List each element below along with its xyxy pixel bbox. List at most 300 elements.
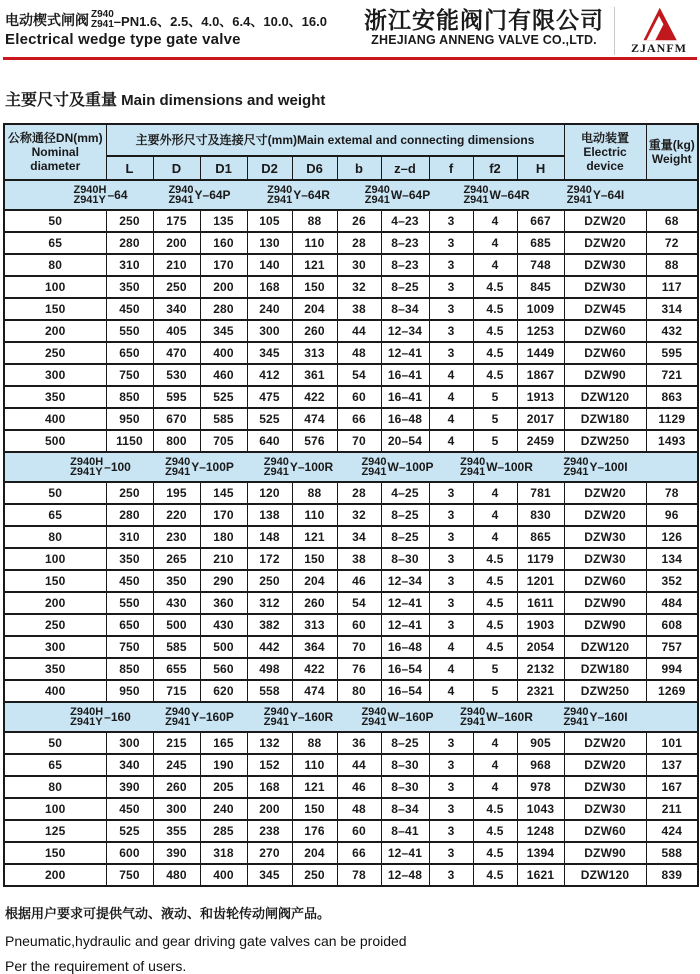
value-cell: 600 (106, 842, 153, 864)
dn-cell: 500 (4, 430, 106, 452)
value-cell: 3 (429, 210, 473, 232)
value-cell: DZW90 (564, 592, 646, 614)
value-cell: DZW120 (564, 636, 646, 658)
table-row (4, 386, 698, 408)
table-row (4, 636, 698, 658)
value-cell: 12–34 (381, 570, 429, 592)
dn-cell: 300 (4, 364, 106, 386)
value-cell: 550 (106, 320, 153, 342)
value-cell: 3 (429, 298, 473, 320)
value-cell: 4 (473, 526, 517, 548)
value-cell: 138 (247, 504, 292, 526)
value-cell: 3 (429, 842, 473, 864)
value-cell: 88 (292, 210, 337, 232)
value-cell: 340 (153, 298, 200, 320)
dn-cell: 400 (4, 680, 106, 702)
value-cell: 350 (106, 276, 153, 298)
value-cell: 200 (200, 276, 247, 298)
col-header-D2: D2 (247, 156, 292, 180)
dn-cell: 150 (4, 570, 106, 592)
col-header-D: D (153, 156, 200, 180)
model-label: Z940 Z941 Y–160P (165, 705, 234, 728)
value-cell: 595 (153, 386, 200, 408)
value-cell: 220 (153, 504, 200, 526)
value-cell: 4 (473, 232, 517, 254)
value-cell: 4.5 (473, 636, 517, 658)
value-cell: 4.5 (473, 842, 517, 864)
value-cell: 1269 (646, 680, 698, 702)
value-cell: 2459 (517, 430, 564, 452)
value-cell: DZW60 (564, 320, 646, 342)
table-row (4, 526, 698, 548)
value-cell: 313 (292, 614, 337, 636)
model-label: Z940H Z941Y –100 (70, 455, 131, 478)
value-cell: 72 (646, 232, 698, 254)
value-cell: 260 (292, 592, 337, 614)
value-cell: 595 (646, 342, 698, 364)
dn-header-zh: 公称通径DN(mm) (7, 131, 103, 145)
table-row (4, 798, 698, 820)
table-row (4, 254, 698, 276)
value-cell: 345 (247, 342, 292, 364)
value-cell: DZW20 (564, 754, 646, 776)
value-cell: 450 (106, 570, 153, 592)
value-cell: 215 (153, 732, 200, 754)
model-label: Z940H Z941Y –64 (73, 183, 128, 206)
value-cell: DZW120 (564, 864, 646, 886)
value-cell: 560 (200, 658, 247, 680)
value-cell: 4.5 (473, 820, 517, 842)
value-cell: 498 (247, 658, 292, 680)
col-header-L: L (106, 156, 153, 180)
value-cell: 525 (247, 408, 292, 430)
value-cell: 474 (292, 408, 337, 430)
value-cell: 1009 (517, 298, 564, 320)
value-cell: 550 (106, 592, 153, 614)
value-cell: 105 (247, 210, 292, 232)
value-cell: 525 (106, 820, 153, 842)
value-cell: 172 (247, 548, 292, 570)
value-cell: DZW30 (564, 798, 646, 820)
value-cell: 3 (429, 820, 473, 842)
dn-cell: 50 (4, 482, 106, 504)
value-cell: 204 (292, 842, 337, 864)
value-cell: DZW250 (564, 680, 646, 702)
value-cell: 46 (337, 776, 381, 798)
value-cell: 4.5 (473, 364, 517, 386)
value-cell: 117 (646, 276, 698, 298)
value-cell: 96 (646, 504, 698, 526)
value-cell: 110 (292, 504, 337, 526)
dn-cell: 100 (4, 798, 106, 820)
value-cell: 3 (429, 504, 473, 526)
value-cell: 135 (200, 210, 247, 232)
value-cell: 585 (200, 408, 247, 430)
value-cell: 250 (106, 210, 153, 232)
value-cell: DZW180 (564, 658, 646, 680)
value-cell: 8–25 (381, 276, 429, 298)
value-cell: DZW90 (564, 842, 646, 864)
value-cell: 4.5 (473, 320, 517, 342)
value-cell: 721 (646, 364, 698, 386)
value-cell: 4.5 (473, 798, 517, 820)
value-cell: DZW20 (564, 504, 646, 526)
value-cell: 20–54 (381, 430, 429, 452)
value-cell: 3 (429, 776, 473, 798)
value-cell: 2132 (517, 658, 564, 680)
value-cell: 240 (200, 798, 247, 820)
header-divider (3, 57, 697, 60)
model-top: Z940 (91, 9, 114, 20)
dn-cell: 150 (4, 842, 106, 864)
value-cell: 4 (473, 504, 517, 526)
model-label: Z940 Z941 Y–64P (168, 183, 231, 206)
value-cell: 4 (473, 732, 517, 754)
value-cell: 3 (429, 592, 473, 614)
page-title-en: Main dimensions and weight (117, 92, 326, 109)
value-cell: 3 (429, 548, 473, 570)
value-cell: 1129 (646, 408, 698, 430)
value-cell: 5 (473, 680, 517, 702)
model-label: Z940 Z941 Y–64R (267, 183, 330, 206)
value-cell: 8–34 (381, 298, 429, 320)
value-cell: 968 (517, 754, 564, 776)
product-name-zh: 电动楔式闸阀 (5, 12, 89, 28)
value-cell: 558 (247, 680, 292, 702)
weight-header-en: Weight (651, 152, 692, 166)
table-row (4, 776, 698, 798)
value-cell: 350 (106, 548, 153, 570)
value-cell: 978 (517, 776, 564, 798)
value-cell: 4 (429, 364, 473, 386)
value-cell: 1253 (517, 320, 564, 342)
section-model-row (4, 702, 698, 732)
value-cell: 170 (200, 254, 247, 276)
value-cell: DZW45 (564, 298, 646, 320)
table-row (4, 298, 698, 320)
value-cell: 4 (473, 776, 517, 798)
value-cell: 830 (517, 504, 564, 526)
dn-cell: 200 (4, 864, 106, 886)
value-cell: 474 (292, 680, 337, 702)
dn-cell: 65 (4, 504, 106, 526)
value-cell: 60 (337, 614, 381, 636)
value-cell: 412 (247, 364, 292, 386)
dn-cell: 250 (4, 342, 106, 364)
value-cell: 310 (106, 254, 153, 276)
dn-cell: 80 (4, 254, 106, 276)
value-cell: 250 (153, 276, 200, 298)
value-cell: 48 (337, 798, 381, 820)
value-cell: 230 (153, 526, 200, 548)
col-header-b: b (337, 156, 381, 180)
value-cell: 650 (106, 614, 153, 636)
model-label: Z940 Z941 W–100R (460, 455, 533, 478)
value-cell: 850 (106, 658, 153, 680)
value-cell: 620 (200, 680, 247, 702)
value-cell: 450 (106, 298, 153, 320)
section-model-row (4, 452, 698, 482)
value-cell: DZW30 (564, 548, 646, 570)
value-cell: 3 (429, 864, 473, 886)
value-cell: DZW30 (564, 526, 646, 548)
dn-cell: 200 (4, 320, 106, 342)
model-label: Z940 Z941 Y–64I (566, 183, 625, 206)
value-cell: 430 (200, 614, 247, 636)
value-cell: 2054 (517, 636, 564, 658)
value-cell: 134 (646, 548, 698, 570)
value-cell: 3 (429, 570, 473, 592)
value-cell: DZW20 (564, 232, 646, 254)
page-title (5, 87, 697, 110)
value-cell: 640 (247, 430, 292, 452)
table-row (4, 658, 698, 680)
col-header-dimensions-span: 主要外形尺寸及连接尺寸(mm)Main extemal and connecting dimensions (106, 124, 564, 156)
dn-cell: 100 (4, 276, 106, 298)
value-cell: 1903 (517, 614, 564, 636)
value-cell: 500 (153, 614, 200, 636)
footer-note-en-2: Per the requirement of users. (5, 958, 187, 974)
value-cell: 3 (429, 232, 473, 254)
value-cell: 4 (429, 636, 473, 658)
value-cell: 70 (337, 636, 381, 658)
value-cell: DZW60 (564, 342, 646, 364)
value-cell: 4 (473, 254, 517, 276)
value-cell: 390 (153, 842, 200, 864)
dn-cell: 150 (4, 298, 106, 320)
value-cell: 300 (106, 732, 153, 754)
value-cell: 76 (337, 658, 381, 680)
value-cell: 175 (153, 210, 200, 232)
value-cell: 250 (106, 482, 153, 504)
value-cell: 190 (200, 754, 247, 776)
value-cell: 430 (153, 592, 200, 614)
logo-a-icon (637, 7, 681, 41)
value-cell: 54 (337, 592, 381, 614)
value-cell: 44 (337, 754, 381, 776)
value-cell: 390 (106, 776, 153, 798)
value-cell: 8–30 (381, 754, 429, 776)
col-header-device (564, 124, 646, 180)
value-cell: 204 (292, 570, 337, 592)
value-cell: 5 (473, 408, 517, 430)
value-cell: 4 (429, 386, 473, 408)
value-cell: 585 (153, 636, 200, 658)
value-cell: 8–41 (381, 820, 429, 842)
value-cell: 121 (292, 526, 337, 548)
value-cell: 865 (517, 526, 564, 548)
device-header-en: Electric device (583, 145, 627, 173)
value-cell: 126 (646, 526, 698, 548)
dn-cell: 350 (4, 658, 106, 680)
model-label: Z940 Z941 Y–100R (263, 455, 334, 478)
value-cell: DZW180 (564, 408, 646, 430)
product-title-block (5, 7, 364, 48)
value-cell: 12–41 (381, 614, 429, 636)
dn-cell: 50 (4, 210, 106, 232)
value-cell: 345 (247, 864, 292, 886)
table-row (4, 430, 698, 452)
table-row (4, 592, 698, 614)
value-cell: 424 (646, 820, 698, 842)
model-label: Z940 Z941 W–160P (361, 705, 434, 728)
value-cell: 180 (200, 526, 247, 548)
value-cell: 1043 (517, 798, 564, 820)
value-cell: 280 (200, 298, 247, 320)
value-cell: 2017 (517, 408, 564, 430)
value-cell: 130 (247, 232, 292, 254)
value-cell: 3 (429, 482, 473, 504)
value-cell: 88 (292, 482, 337, 504)
value-cell: 195 (153, 482, 200, 504)
value-cell: 364 (292, 636, 337, 658)
value-cell: 4.5 (473, 864, 517, 886)
value-cell: 132 (247, 732, 292, 754)
value-cell: 250 (247, 570, 292, 592)
value-cell: 748 (517, 254, 564, 276)
logo-text: ZJANFM (631, 41, 687, 55)
value-cell: 245 (153, 754, 200, 776)
value-cell: 78 (337, 864, 381, 886)
product-title-en: Electrical wedge type gate valve (5, 31, 241, 48)
value-cell: 1201 (517, 570, 564, 592)
col-header-zd: z–d (381, 156, 429, 180)
device-header-zh: 电动装置 (581, 131, 630, 145)
value-cell: 54 (337, 364, 381, 386)
value-cell: 260 (292, 320, 337, 342)
value-cell: 48 (337, 342, 381, 364)
value-cell: 750 (106, 636, 153, 658)
value-cell: DZW20 (564, 732, 646, 754)
value-cell: 16–41 (381, 364, 429, 386)
col-header-dn (4, 124, 106, 180)
value-cell: 530 (153, 364, 200, 386)
col-header-D1: D1 (200, 156, 247, 180)
value-cell: 352 (646, 570, 698, 592)
value-cell: 4.5 (473, 614, 517, 636)
value-cell: 12–34 (381, 320, 429, 342)
value-cell: 1179 (517, 548, 564, 570)
col-header-weight (646, 124, 698, 180)
value-cell: 150 (292, 548, 337, 570)
value-cell: 270 (247, 842, 292, 864)
value-cell: 12–41 (381, 342, 429, 364)
value-cell: 5 (473, 430, 517, 452)
value-cell: 450 (106, 798, 153, 820)
value-cell: DZW90 (564, 614, 646, 636)
value-cell: 3 (429, 754, 473, 776)
value-cell: 432 (646, 320, 698, 342)
value-cell: 3 (429, 798, 473, 820)
value-cell: 148 (247, 526, 292, 548)
value-cell: 4–25 (381, 482, 429, 504)
value-cell: 705 (200, 430, 247, 452)
value-cell: 12–41 (381, 842, 429, 864)
value-cell: 685 (517, 232, 564, 254)
value-cell: 4.5 (473, 342, 517, 364)
table-section (4, 702, 698, 886)
value-cell: 460 (200, 364, 247, 386)
dn-header-en: Nominal diameter (30, 145, 81, 173)
value-cell: 66 (337, 408, 381, 430)
value-cell: DZW20 (564, 482, 646, 504)
value-cell: 470 (153, 342, 200, 364)
value-cell: 655 (153, 658, 200, 680)
page-header (3, 0, 697, 55)
col-header-f: f (429, 156, 473, 180)
table-row (4, 364, 698, 386)
value-cell: 240 (247, 298, 292, 320)
value-cell: 314 (646, 298, 698, 320)
value-cell: DZW30 (564, 776, 646, 798)
value-cell: 4–23 (381, 210, 429, 232)
value-cell: 950 (106, 408, 153, 430)
value-cell: 46 (337, 570, 381, 592)
value-cell: 167 (646, 776, 698, 798)
company-logo (623, 7, 695, 56)
value-cell: 950 (106, 680, 153, 702)
model-fraction (91, 10, 114, 30)
value-cell: 500 (200, 636, 247, 658)
table-head (4, 124, 698, 180)
model-label: Z940 Z941 Y–100I (563, 455, 628, 478)
value-cell: 60 (337, 386, 381, 408)
value-cell: 1913 (517, 386, 564, 408)
value-cell: 300 (247, 320, 292, 342)
value-cell: 145 (200, 482, 247, 504)
value-cell: 140 (247, 254, 292, 276)
value-cell: 4 (429, 680, 473, 702)
value-cell: 210 (200, 548, 247, 570)
value-cell: 650 (106, 342, 153, 364)
value-cell: 8–25 (381, 526, 429, 548)
pn-range: –PN1.6、2.5、4.0、6.4、10.0、16.0 (113, 13, 327, 29)
value-cell: 88 (646, 254, 698, 276)
value-cell: 8–23 (381, 232, 429, 254)
value-cell: 484 (646, 592, 698, 614)
table-row (4, 320, 698, 342)
value-cell: 850 (106, 386, 153, 408)
footer-notes (5, 903, 697, 974)
table-row (4, 232, 698, 254)
value-cell: 38 (337, 548, 381, 570)
table-row (4, 820, 698, 842)
value-cell: 28 (337, 482, 381, 504)
dn-cell: 400 (4, 408, 106, 430)
value-cell: 8–30 (381, 776, 429, 798)
value-cell: 480 (153, 864, 200, 886)
value-cell: 4.5 (473, 298, 517, 320)
value-cell: 300 (153, 798, 200, 820)
value-cell: 4 (473, 754, 517, 776)
value-cell: 361 (292, 364, 337, 386)
value-cell: 280 (106, 504, 153, 526)
value-cell: 757 (646, 636, 698, 658)
table-row (4, 276, 698, 298)
value-cell: 8–25 (381, 732, 429, 754)
value-cell: 994 (646, 658, 698, 680)
value-cell: DZW90 (564, 364, 646, 386)
table-row (4, 482, 698, 504)
value-cell: 152 (247, 754, 292, 776)
product-title-zh (5, 10, 364, 30)
model-label: Z940H Z941Y –160 (70, 705, 131, 728)
model-label: Z940 Z941 Y–160I (563, 705, 628, 728)
value-cell: 36 (337, 732, 381, 754)
value-cell: 3 (429, 732, 473, 754)
value-cell: 340 (106, 754, 153, 776)
value-cell: 3 (429, 254, 473, 276)
